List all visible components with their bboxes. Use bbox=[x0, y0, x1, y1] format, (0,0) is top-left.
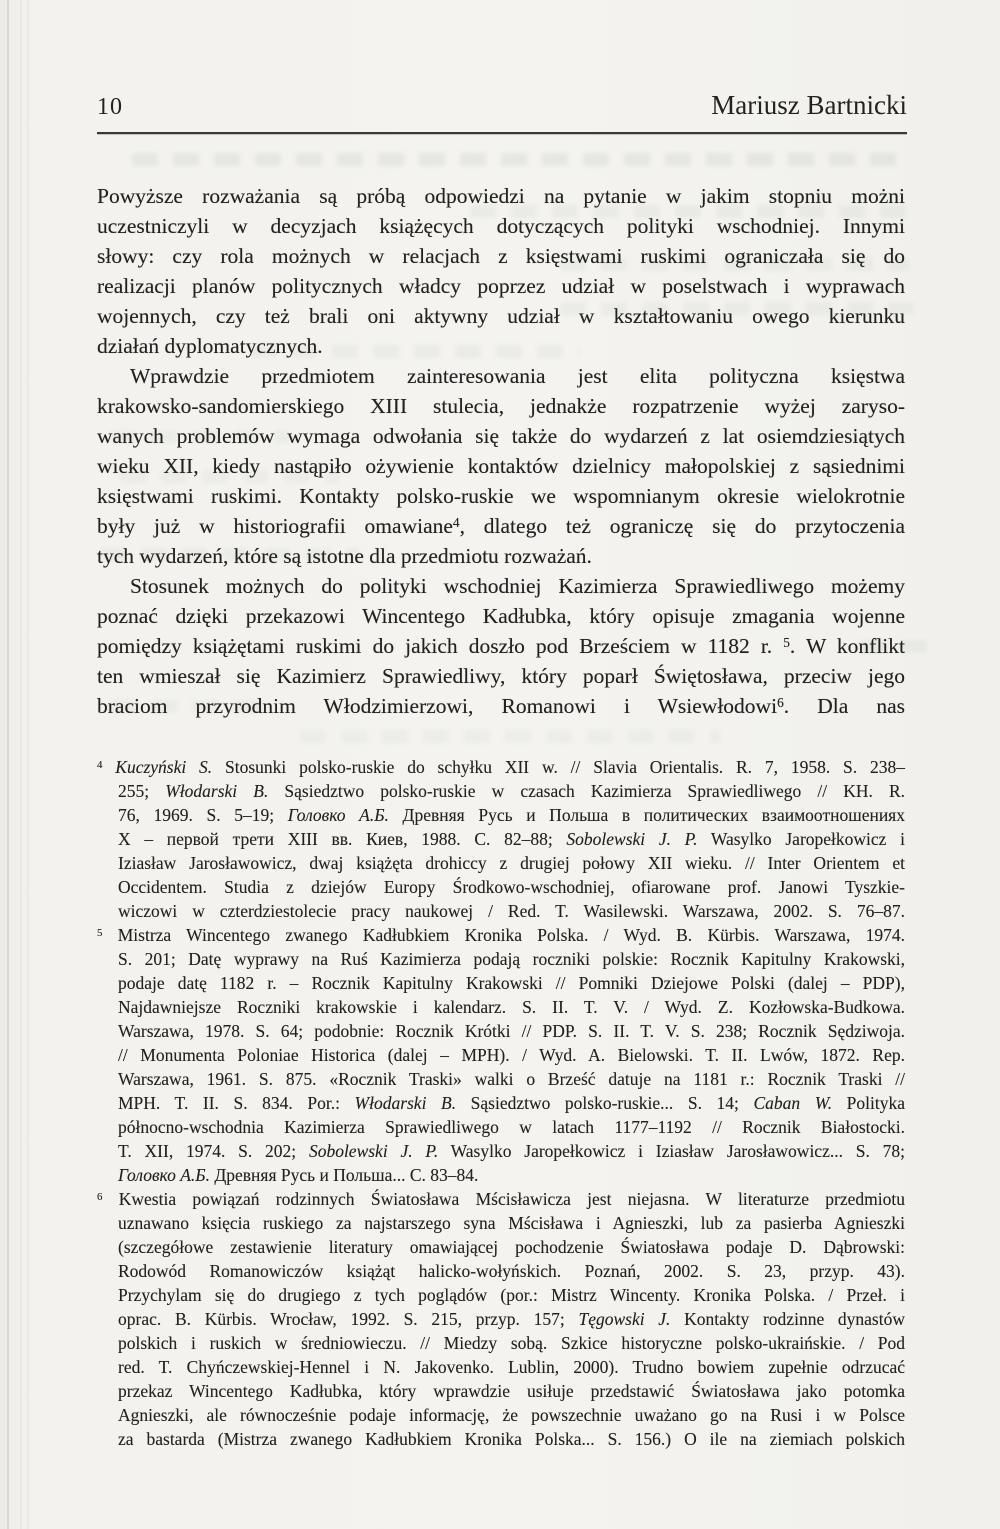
footnote-line bbox=[118, 995, 905, 1019]
text-segment: S. 201; Datę wyprawy na Ruś Kazimierza podają roczniki polskie: Rocznik Kapitulny Krakowski, bbox=[118, 949, 905, 969]
text-segment: Sobolewski J. P. bbox=[566, 829, 698, 849]
footnote-line bbox=[118, 1163, 905, 1187]
footnotes-section bbox=[97, 755, 905, 1451]
body-line bbox=[97, 391, 905, 421]
footnote-line bbox=[118, 1331, 905, 1355]
text-segment: Mistrza Wincentego zwanego Kadłubkiem Kronika Polska. / Wyd. B. Kürbis. Warszawa, 1974. bbox=[102, 925, 905, 945]
text-segment: Polityka bbox=[832, 1093, 905, 1113]
body-line bbox=[97, 661, 905, 691]
footnote-ref: 6 bbox=[777, 695, 784, 711]
text-segment: pomiędzy książętami ruskimi do jakich doszło pod Brześciem w 1182 r. bbox=[97, 634, 784, 658]
text-segment: Agnieszki, ale równocześnie podaje informację, że powszechnie uważano go na Rusi i w Polsce bbox=[118, 1405, 905, 1425]
text-segment: Древняя Русь и Польша в политических взаимоотношениях bbox=[388, 805, 905, 825]
body-line bbox=[97, 211, 905, 241]
text-segment: uznawano księcia ruskiego za najstarszego syna Mścisława i Agnieszki, lub za pasierba Agnieszki bbox=[118, 1213, 905, 1233]
text-segment: X – первой трети XIII вв. Киев, 1988. С. 82–88; bbox=[118, 829, 567, 849]
bleedthrough-artifact bbox=[300, 730, 720, 743]
text-segment: podaje datę 1182 r. – Rocznik Kapitulny Krakowski // Pomniki Dziejowe Polski (dalej – PDP), bbox=[118, 973, 905, 993]
text-segment: Древняя Русь и Польша... C. 83–84. bbox=[209, 1165, 479, 1185]
text-segment: Rodowód Romanowiczów książąt halicko-wołyńskich. Poznań, 2002. S. 23, przyp. 43). bbox=[118, 1261, 905, 1281]
text-segment: Stosunek możnych do polityki wschodniej Kazimierza Sprawiedliwego możemy bbox=[130, 574, 905, 598]
footnote-5 bbox=[97, 923, 905, 1187]
body-line bbox=[97, 181, 905, 211]
footnote-line bbox=[118, 1283, 905, 1307]
text-segment: Wasylko Jaropełkowicz i bbox=[697, 829, 905, 849]
body-line bbox=[97, 271, 905, 301]
text-segment: były już w historiografii omawiane bbox=[97, 514, 453, 538]
footnote-line bbox=[118, 1115, 905, 1139]
text-segment: wojennych, czy też brali oni aktywny udział w kształtowaniu owego kierunku bbox=[97, 304, 905, 328]
text-segment: T. XII, 1974. S. 202; bbox=[118, 1141, 309, 1161]
footnote-line bbox=[118, 1355, 905, 1379]
body-line bbox=[97, 511, 905, 541]
text-segment: 76, 1969. S. 5–19; bbox=[118, 805, 288, 825]
text-segment: Sąsiedztwo polsko-ruskie... S. 14; bbox=[456, 1093, 754, 1113]
text-segment: za bastarda (Mistrza zwanego Kadłubkiem Kronika Polska... S. 156.) O ile na ziemiach polskich bbox=[118, 1429, 905, 1449]
footnote-line bbox=[97, 923, 905, 947]
footnote-line bbox=[118, 1019, 905, 1043]
footnote-line bbox=[118, 1067, 905, 1091]
body-line bbox=[97, 241, 905, 271]
text-segment: . W konflikt bbox=[789, 634, 905, 658]
text-segment: tych wydarzeń, które są istotne dla przedmiotu rozważań. bbox=[97, 544, 592, 568]
text-segment: wieku XII, kiedy nastąpiło ożywienie kontaktów dzielnicy małopolskiej z sąsiednimi bbox=[97, 454, 905, 478]
footnote-ref: 6 bbox=[97, 1191, 103, 1204]
text-segment: wanych problemów wymaga odwołania się także do wydarzeń z lat osiemdziesiątych bbox=[97, 424, 905, 448]
footnote-line bbox=[118, 1379, 905, 1403]
author-name: Mariusz Bartnicki bbox=[711, 90, 907, 120]
text-segment: . Dla nas bbox=[783, 694, 905, 718]
footnote-line bbox=[97, 1187, 905, 1211]
body-line bbox=[97, 691, 905, 721]
page-number: 10 bbox=[97, 94, 123, 120]
text-segment: Wasylko Jaropełkowicz i Iziasław Jarosławowicz... S. 78; bbox=[438, 1141, 905, 1161]
footnote-line bbox=[118, 1211, 905, 1235]
body-line bbox=[97, 601, 905, 631]
text-segment: Stosunki polsko-ruskie do schyłku XII w. // Slavia Orientalis. R. 7, 1958. S. 238– bbox=[212, 757, 905, 777]
text-segment: działań dyplomatycznych. bbox=[97, 334, 323, 358]
text-segment: Caban W. bbox=[753, 1093, 833, 1113]
text-segment: Warszawa, 1961. S. 875. «Rocznik Traski» walki o Brześć datuje na 1181 r.: Rocznik Traski // bbox=[118, 1069, 905, 1089]
footnote-line bbox=[118, 1403, 905, 1427]
text-segment: MPH. T. II. S. 834. Por.: bbox=[118, 1093, 355, 1113]
bleedthrough-artifact bbox=[132, 153, 910, 166]
text-segment: przekaz Wincentego Kadłubka, który wprawdzie usiłuje przedstawić Światosława jako potomka bbox=[118, 1381, 905, 1401]
text-segment: realizacji planów politycznych władcy poprzez udział w poselstwach i wyprawach bbox=[97, 274, 905, 298]
text-segment: Kuczyński S. bbox=[115, 757, 213, 777]
text-segment: Tęgowski J. bbox=[578, 1309, 671, 1329]
footnote-line bbox=[118, 947, 905, 971]
body-line bbox=[97, 421, 905, 451]
text-segment: Włodarski B. bbox=[165, 781, 269, 801]
text-segment: Головко А.Б. bbox=[118, 1165, 210, 1185]
body-line bbox=[97, 541, 905, 571]
text-segment: Warszawa, 1978. S. 64; podobnie: Rocznik Krótki // PDP. S. II. T. V. S. 238; Rocznik Sędziwoja. bbox=[118, 1021, 905, 1041]
footnote-line bbox=[118, 851, 905, 875]
body-line bbox=[97, 331, 905, 361]
text-segment: Головко А.Б. bbox=[287, 805, 389, 825]
text-segment: red. T. Chyńczewskiej-Hennel i N. Jakovenko. Lublin, 2000). Trudno bowiem zupełnie odrzucać bbox=[118, 1357, 905, 1377]
text-segment: Sobolewski J. P. bbox=[308, 1141, 439, 1161]
body-line bbox=[97, 631, 905, 661]
body-text bbox=[97, 181, 905, 721]
text-segment: 255; bbox=[118, 781, 166, 801]
footnote-line bbox=[118, 803, 905, 827]
body-line bbox=[97, 361, 905, 391]
footnote-line bbox=[118, 1259, 905, 1283]
footnote-line bbox=[118, 971, 905, 995]
text-segment: Sąsiedztwo polsko-ruskie w czasach Kazimierza Sprawiedliwego // KH. R. bbox=[268, 781, 905, 801]
text-segment: wiczowi w czterdziestolecie pracy naukowej / Red. T. Wasilewski. Warszawa, 2002. S. 76–87. bbox=[118, 901, 905, 921]
footnote-line bbox=[118, 1307, 905, 1331]
footnote-ref: 5 bbox=[97, 927, 103, 940]
footnote-4 bbox=[97, 755, 905, 923]
body-line bbox=[97, 451, 905, 481]
footnote-ref: 4 bbox=[452, 515, 460, 531]
text-segment: poznać dzięki przekazowi Wincentego Kadłubka, który opisuje zmagania wojenne bbox=[97, 604, 905, 628]
footnote-6 bbox=[97, 1187, 905, 1451]
body-line bbox=[97, 571, 905, 601]
footnote-line bbox=[118, 1235, 905, 1259]
text-segment: ten wmieszał się Kazimierz Sprawiedliwy, który poparł Świętosława, przeciw jego bbox=[97, 664, 905, 688]
text-segment: (szczegółowe zestawienie literatury omawiającej pochodzenie Światosława podaje D. Dąbrowski: bbox=[118, 1237, 905, 1257]
text-segment: Iziasław Jarosławowicz, dwaj książęta drohiccy z drugiej połowy XII wieku. // Inter Orientem et bbox=[118, 853, 905, 873]
text-segment: Wprawdzie przedmiotem zainteresowania jest elita polityczna księstwa bbox=[130, 364, 905, 388]
text-segment: krakowsko-sandomierskiego XIII stulecia, jednakże rozpatrzenie wyżej zaryso- bbox=[97, 394, 905, 418]
footnote-line bbox=[97, 755, 905, 779]
text-segment: Przychylam się do drugiego z tych poglądów (por.: Mistrz Wincenty. Kronika Polska. / Przeł. i bbox=[118, 1285, 905, 1305]
footnote-line bbox=[118, 1091, 905, 1115]
text-segment: księstwami ruskimi. Kontakty polsko-ruskie we wspomnianym okresie wielokrotnie bbox=[97, 484, 905, 508]
text-segment: Kwestia powiązań rodzinnych Światosława Mścisławicza jest niejasna. W literaturze przedmiotu bbox=[102, 1189, 905, 1209]
footnote-line bbox=[118, 1427, 905, 1451]
footnote-line bbox=[118, 875, 905, 899]
text-segment: Powyższe rozważania są próbą odpowiedzi na pytanie w jakim stopniu możni bbox=[97, 184, 905, 208]
text-segment: braciom przyrodnim Włodzimierzowi, Romanowi i Wsiewłodowi bbox=[97, 694, 778, 718]
footnote-line bbox=[118, 1139, 905, 1163]
text-segment: uczestniczyli w decyzjach książęcych dotyczących polityki wschodniej. Innymi bbox=[97, 214, 905, 238]
text-segment: Najdawniejsze Roczniki krakowskie i kalendarz. S. II. T. V. / Wyd. Z. Kozłowska-Budkowa. bbox=[118, 997, 905, 1017]
body-line bbox=[97, 481, 905, 511]
footnote-ref: 5 bbox=[783, 635, 790, 651]
text-segment: północno-wschodnia Kazimierza Sprawiedliwego w latach 1177–1192 // Rocznik Białostocki. bbox=[118, 1117, 905, 1137]
page-header bbox=[97, 88, 907, 124]
footnote-ref: 4 bbox=[97, 759, 103, 772]
footnote-line bbox=[118, 779, 905, 803]
text-segment: Kontakty rodzinne dynastów bbox=[670, 1309, 905, 1329]
text-segment: oprac. B. Kürbis. Wrocław, 1992. S. 215, przyp. 157; bbox=[118, 1309, 579, 1329]
text-segment: , dlatego też ograniczę się do przytoczenia bbox=[459, 514, 905, 538]
body-line bbox=[97, 301, 905, 331]
header-rule bbox=[97, 132, 907, 134]
footnote-line bbox=[118, 1043, 905, 1067]
text-segment: polskich i ruskich w średniowieczu. // Miedzy sobą. Szkice historyczne polsko-ukraińskie. / Pod bbox=[118, 1333, 905, 1353]
text-segment: Włodarski B. bbox=[354, 1093, 457, 1113]
text-segment: Occidentem. Studia z dziejów Europy Środkowo-wschodniej, ofiarowane prof. Janowi Tyszkie- bbox=[118, 877, 905, 897]
footnote-line bbox=[118, 827, 905, 851]
footnote-line bbox=[118, 899, 905, 923]
text-segment: słowy: czy rola możnych w relacjach z księstwami ruskimi ograniczała się do bbox=[97, 244, 905, 268]
text-segment bbox=[102, 757, 115, 777]
text-segment: // Monumenta Poloniae Historica (dalej – MPH). / Wyd. A. Bielowski. T. II. Lwów, 1872. Rep. bbox=[118, 1045, 905, 1065]
